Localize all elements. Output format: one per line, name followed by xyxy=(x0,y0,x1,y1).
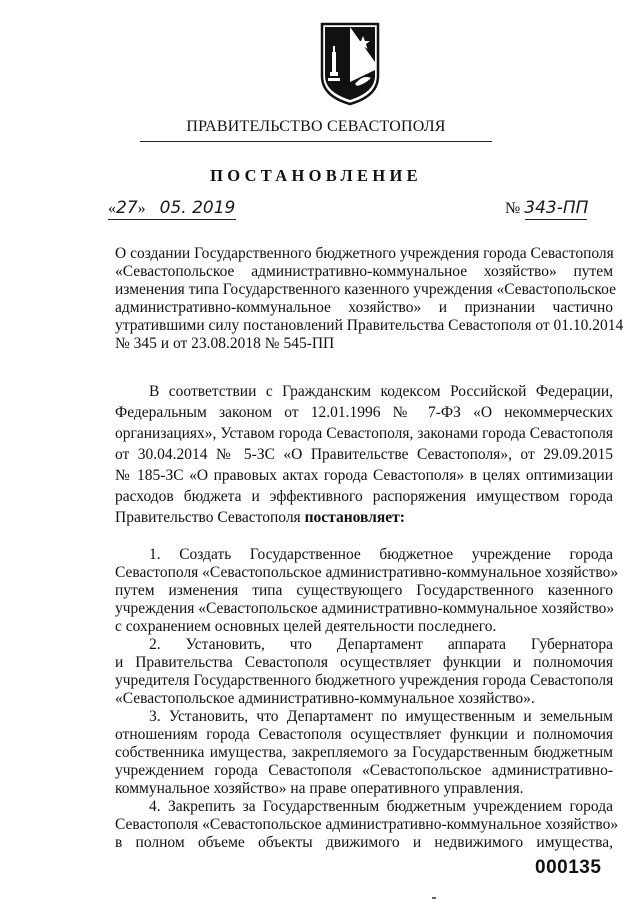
item-1-line: путем изменения типа существующего Государственного казенного xyxy=(115,582,613,599)
item-2-line: 2. Установить, что Департамент аппарата Губернатора xyxy=(149,636,613,653)
page-serial-number: 000135 xyxy=(535,857,602,878)
item-3-line: 3. Установить, что Департамент по имущественным и земельным xyxy=(149,708,613,725)
item-4-line: в полном объеме объекты движимого и недвижимого имущества, xyxy=(115,834,613,851)
title-line: О создании Государственного бюджетного учреждения города Севастополя xyxy=(115,245,614,262)
government-name: ПРАВИТЕЛЬСТВО СЕВАСТОПОЛЯ xyxy=(186,118,446,135)
item-1-line: Севастополя «Севастопольское административно-коммунальное хозяйство» xyxy=(115,564,619,581)
date-close-quote: » xyxy=(137,200,146,217)
item-3-line: коммунальное хозяйство» на праве оперативного управления. xyxy=(115,780,524,797)
title-line: утратившими силу постановлений Правительства Севастополя от 01.10.2014 xyxy=(115,317,624,334)
item-1-line: учреждения «Севастопольское административно-коммунальное хозяйство» xyxy=(115,600,615,617)
sevastopol-coat-of-arms-icon xyxy=(319,22,381,106)
item-2-line: «Севастопольское административно-коммунальное хозяйство». xyxy=(115,690,535,707)
item-4-line: 4. Закрепить за Государственным бюджетным учреждением города xyxy=(149,798,613,815)
preamble-line: организациях», Уставом города Севастополя, законами города Севастополя xyxy=(115,425,613,442)
number-underline xyxy=(525,219,587,220)
preamble-line: расходов бюджета и эффективного распоряжения имуществом города xyxy=(115,488,613,505)
date-open-quote: « xyxy=(108,200,116,217)
item-4-line: Севастополя «Севастопольское административно-коммунальное хозяйство» xyxy=(115,816,619,833)
header-divider xyxy=(140,141,492,142)
item-3-line: отношениям города Севастополя осуществляет функции и полномочия xyxy=(115,726,613,743)
preamble-line: В соответствии с Гражданским кодексом Российской Федерации, xyxy=(149,383,613,400)
preamble-line: № 185-ЗС «О правовых актах города Севастополя» в целях оптимизации xyxy=(115,467,613,484)
title-line: изменения типа Государственного казенного учреждения «Севастопольское xyxy=(115,281,616,298)
title-line: № 345 и от 23.08.2018 № 545-ПП xyxy=(115,335,335,352)
title-line: административно-коммунальное хозяйство» и признании частично xyxy=(115,299,613,316)
preamble-last-line xyxy=(115,509,405,527)
scan-artifact xyxy=(432,897,436,899)
number-prefix: № xyxy=(505,200,521,217)
item-3-line: учреждением города Севастополя «Севастопольское административно- xyxy=(115,762,613,779)
decree-number xyxy=(505,198,588,218)
number-value-handwritten: 343-ПП xyxy=(524,198,589,218)
title-line: «Севастопольское административно-коммунальное хозяйство» путем xyxy=(115,263,613,280)
resolves-keyword: постановляет: xyxy=(304,509,405,526)
item-1-line: с сохранением основных целей деятельности последнего. xyxy=(115,618,497,635)
item-2-line: и Правительства Севастополя осуществляет функции и полномочия xyxy=(115,654,613,671)
preamble-line: Федеральным законом от 12.01.1996 № 7-ФЗ «О некоммерческих xyxy=(115,404,613,421)
date-underline xyxy=(108,219,236,220)
item-2-line: учредителя Государственного бюджетного учреждения города Севастополя xyxy=(115,672,614,689)
date-day-handwritten: 27 xyxy=(116,198,138,218)
item-1-line: 1. Создать Государственное бюджетное учреждение города xyxy=(149,546,613,563)
date-month-year-handwritten: 05. 2019 xyxy=(159,198,236,218)
preamble-last-text: Правительство Севастополя xyxy=(115,509,305,526)
document-type-title: ПОСТАНОВЛЕНИЕ xyxy=(210,166,422,185)
preamble-line: от 30.04.2014 № 5-ЗС «О Правительстве Севастополя», от 29.09.2015 xyxy=(115,446,613,463)
item-3-line: собственника имущества, закрепляемого за Государственным бюджетным xyxy=(115,744,613,761)
